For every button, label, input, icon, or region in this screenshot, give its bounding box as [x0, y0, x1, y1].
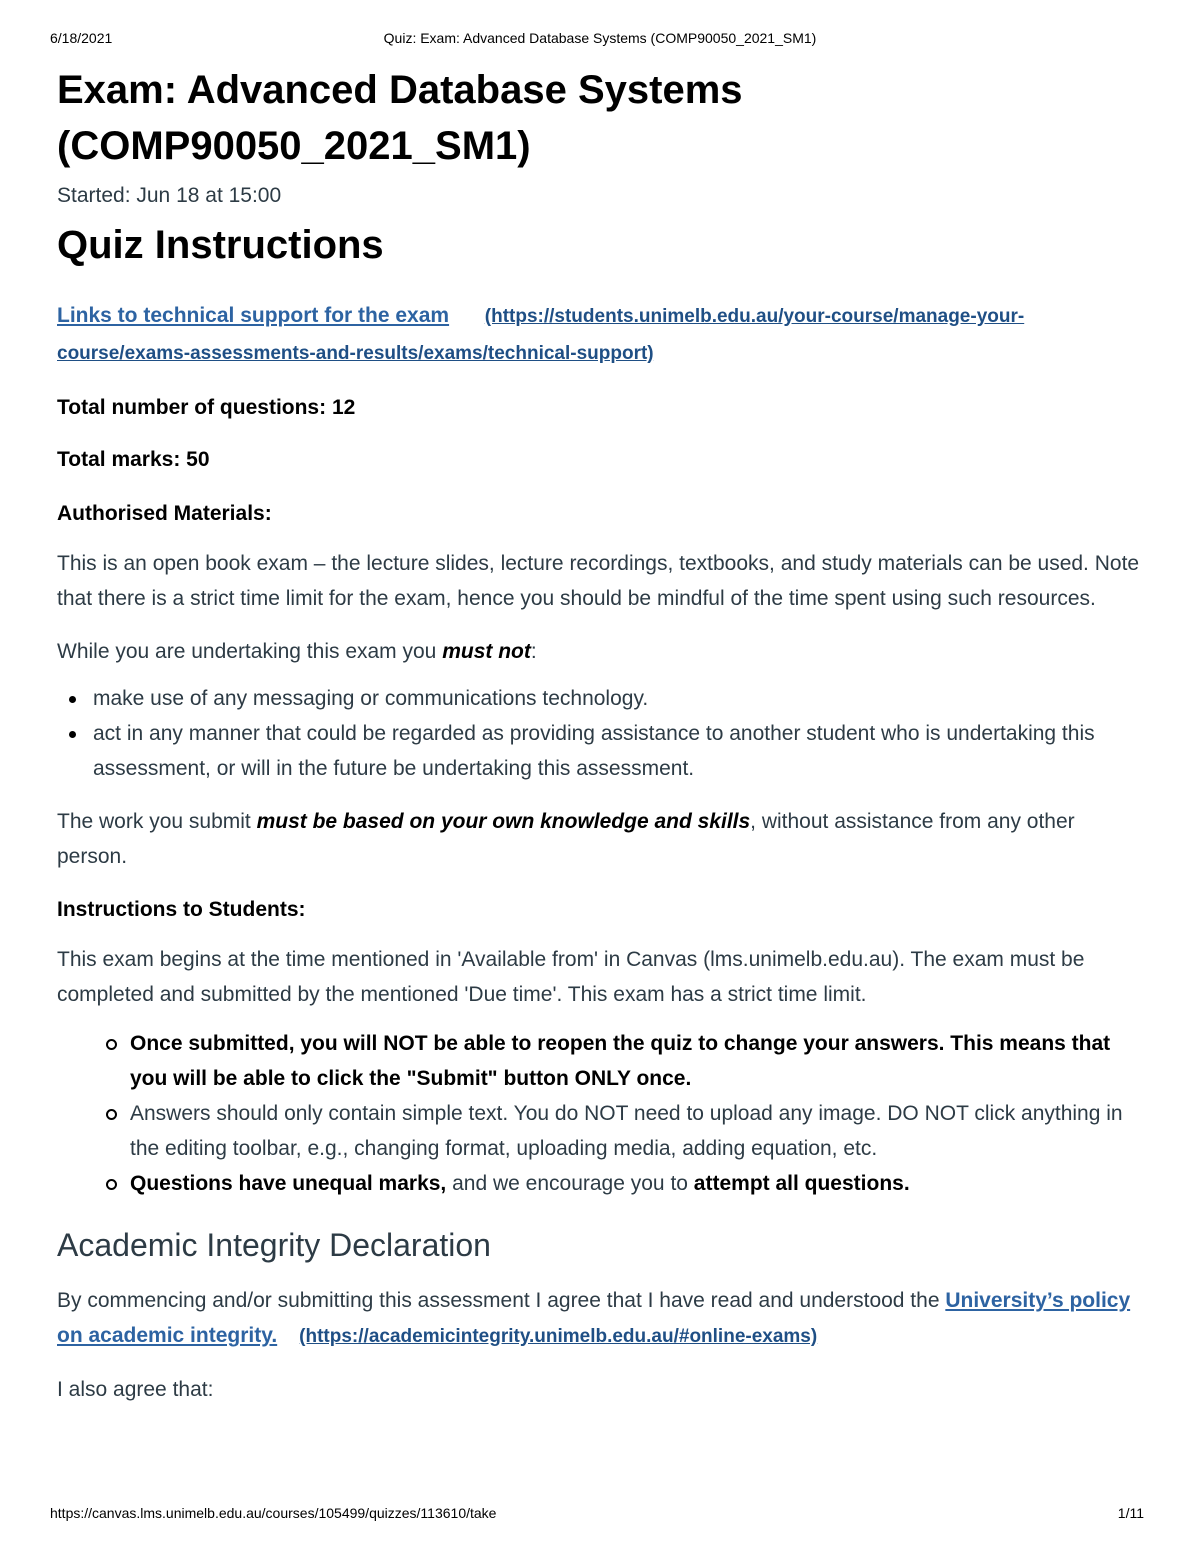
integrity-paragraph	[57, 1283, 1147, 1354]
own-work-suffix: , without assistance from any other person.	[57, 810, 1075, 868]
must-not-emphasis: must not	[442, 640, 531, 663]
integrity-intro: By commencing and/or submitting this assessment I agree that I have read and understood the	[57, 1289, 946, 1312]
authorised-materials-heading: Authorised Materials:	[57, 502, 272, 525]
exam-title: Exam: Advanced Database Systems (COMP90050_2021_SM1)	[57, 68, 743, 168]
attempt-all-bold: attempt all questions.	[693, 1172, 910, 1195]
started-time: Started: Jun 18 at 15:00	[57, 184, 282, 207]
integrity-policy-url-link[interactable]: (https://academicintegrity.unimelb.edu.au/#online-exams)	[299, 1326, 818, 1347]
unequal-marks-bold: Questions have unequal marks,	[130, 1172, 447, 1195]
instructions-to-students-heading: Instructions to Students:	[57, 898, 306, 921]
tech-support-url-link[interactable]: (https://students.unimelb.edu.au/your-course/manage-your-course/exams-assessments-and-results/exams/technical-support)	[57, 306, 1025, 364]
must-not-suffix: :	[530, 640, 537, 663]
list-item	[130, 1166, 1147, 1201]
list-item: act in any manner that could be regarded as providing assistance to another student who is undertaking this assessment, or will in the future be undertaking this assessment.	[93, 716, 1147, 786]
integrity-policy-link[interactable]: University’s policy on academic integrity.	[57, 1289, 1131, 1347]
quiz-content	[57, 62, 1147, 1407]
print-date: 6/18/2021	[50, 30, 113, 46]
tech-support-paragraph	[57, 298, 1147, 372]
total-questions: Total number of questions: 12	[57, 396, 356, 419]
print-footer	[50, 1505, 1144, 1525]
own-work-prefix: The work you submit	[57, 810, 257, 833]
list-item: Once submitted, you will NOT be able to reopen the quiz to change your answers. This means that you will be able to click the "Submit" button ONLY once.	[130, 1026, 1147, 1096]
total-marks: Total marks: 50	[57, 448, 210, 471]
must-not-prefix: While you are undertaking this exam you	[57, 640, 443, 663]
unequal-marks-text: and we encourage you to	[446, 1172, 694, 1195]
print-url: https://canvas.lms.unimelb.edu.au/courses/105499/quizzes/113610/take	[50, 1505, 497, 1521]
also-agree-text: I also agree that:	[57, 1378, 214, 1401]
must-not-list	[57, 681, 1147, 786]
tech-support-link[interactable]: Links to technical support for the exam	[57, 304, 450, 327]
own-work-paragraph	[57, 804, 1147, 874]
list-item: Answers should only contain simple text. You do NOT need to upload any image. DO NOT click anything in the editing toolbar, e.g., changing format, uploading media, adding equation, etc.	[130, 1096, 1147, 1166]
own-work-emphasis: must be based on your own knowledge and skills	[256, 810, 751, 833]
exam-begins-paragraph: This exam begins at the time mentioned in 'Available from' in Canvas (lms.unimelb.edu.au). The exam must be completed and submitted by the mentioned 'Due time'. This exam has a strict time limit.	[57, 948, 1085, 1006]
open-book-paragraph: This is an open book exam – the lecture slides, lecture recordings, textbooks, and study materials can be used. Note that there is a strict time limit for the exam, hence you should be mindful of the time spent using such resources.	[57, 552, 1140, 610]
student-instructions-list	[57, 1026, 1147, 1201]
academic-integrity-heading: Academic Integrity Declaration	[57, 1227, 491, 1263]
quiz-instructions-heading: Quiz Instructions	[57, 223, 384, 267]
print-header	[50, 30, 1144, 50]
print-page-title: Quiz: Exam: Advanced Database Systems (COMP90050_2021_SM1)	[383, 30, 817, 46]
list-item: make use of any messaging or communications technology.	[93, 681, 1147, 716]
print-page-number: 1/11	[1117, 1505, 1144, 1521]
must-not-paragraph	[57, 634, 1147, 669]
